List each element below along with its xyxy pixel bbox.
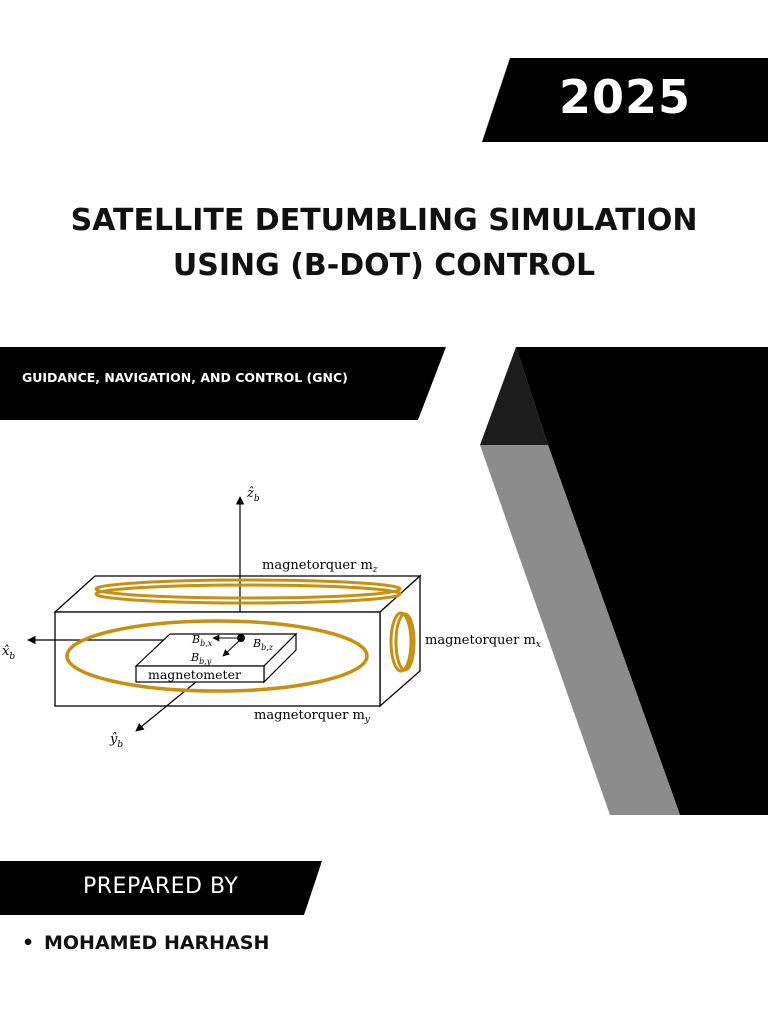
prepared-by-label: PREPARED BY [83,874,239,899]
bz-label: $B_{b,z}$ [253,637,273,652]
y-axis-label: $ŷ_b$ [110,732,124,750]
x-axis-label: $x̂_b$ [2,644,16,662]
by-label: $B_{b,y}$ [191,651,212,666]
magnetorquer-z-label: magnetorquer $m_z$ [262,558,378,575]
author-name: MOHAMED HARHASH [44,932,270,954]
title-line-2: USING (B-DOT) CONTROL [172,248,596,283]
magnetorquer-x-label: magnetorquer $m_x$ [425,633,541,650]
z-axis-label: ẑ$_b$ [247,486,260,504]
title-line-1: SATELLITE DETUMBLING SIMULATION [70,203,698,238]
author-item [22,932,269,954]
subject-label: GUIDANCE, NAVIGATION, AND CONTROL (GNC) [22,370,348,385]
magnetorquer-y-label: magnetorquer $m_y$ [254,708,370,725]
magnetometer-label: magnetometer [148,667,241,682]
year-label: 2025 [558,70,692,124]
bx-label: $B_{b,x}$ [192,633,213,648]
bz-dot [237,634,245,642]
bullet-icon: • [22,932,35,954]
